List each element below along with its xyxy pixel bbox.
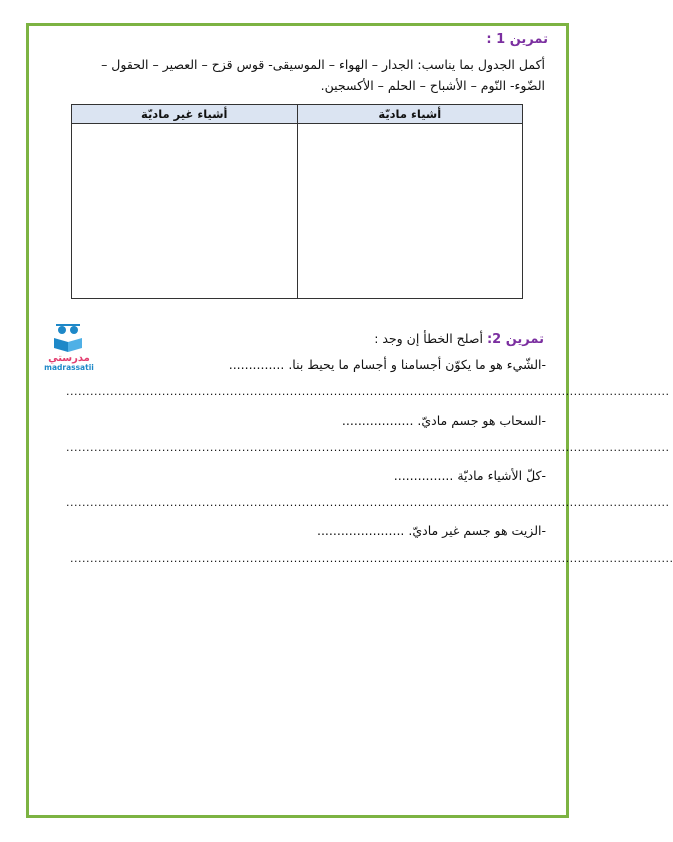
classification-table: [71, 104, 523, 299]
exercise2-instruction: أصلح الخطأ إن وجد :: [374, 331, 487, 346]
exercise1-instruction-line1: أكمل الجدول بما يناسب: الجدار – الهواء – الموسيقى- قوس قزح – العصير – الحقول –: [101, 57, 545, 72]
logo-arabic-text: مدرستي: [48, 353, 90, 364]
exercise2-item-4: -الزيت هو جسم غير ماديّ. ......................: [316, 523, 546, 538]
answer-line-3[interactable]: .......................................................................................................................................................: [66, 496, 670, 509]
logo-latin-text: madrassatii: [44, 363, 94, 372]
material-answer-cell[interactable]: [297, 124, 523, 299]
exercise2-item-1: -الشّيء هو ما يكوّن أجسامنا و أجسام ما يحيط بنا. ..............: [228, 357, 546, 372]
logo-icon: [44, 322, 94, 372]
header-material: أشياء ماديّة: [297, 105, 523, 124]
answer-line-1[interactable]: .......................................................................................................................................................: [66, 385, 670, 398]
exercise2-item-3: -كلّ الأشياء ماديّة ...............: [393, 468, 546, 483]
header-non-material: أشياء غير ماديّة: [72, 105, 298, 124]
exercise2-title: تمرين 2:: [486, 332, 544, 347]
exercise1-title: تمرين 1 :: [486, 32, 548, 47]
exercise2-heading: [374, 331, 544, 347]
non-material-answer-cell[interactable]: [72, 124, 298, 299]
exercise1-instruction-line2: الضّوء- النّوم – الأشباح – الحلم – الأكسجين.: [320, 78, 545, 93]
answer-line-4[interactable]: .......................................................................................................................................................: [70, 552, 673, 565]
exercise2-item-2: -السحاب هو جسم ماديّ. ..................: [341, 413, 546, 428]
madrassatii-logo: [44, 322, 94, 372]
answer-line-2[interactable]: .......................................................................................................................................................: [66, 441, 670, 454]
